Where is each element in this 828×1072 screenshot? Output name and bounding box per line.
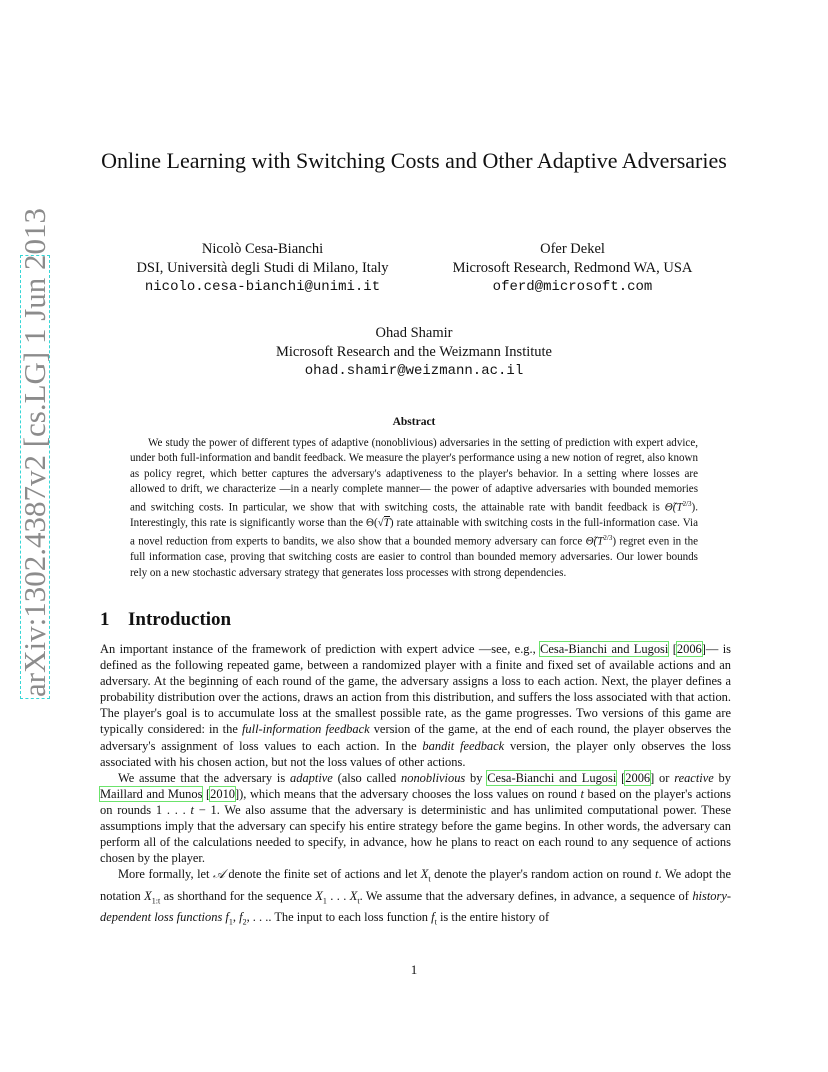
author-affiliation: Microsoft Research, Redmond WA, USA bbox=[452, 260, 693, 276]
paper-title: Online Learning with Switching Costs and Other Adaptive Adversaries bbox=[101, 148, 727, 173]
section-number: 1 bbox=[100, 609, 110, 630]
author-block-2 bbox=[420, 240, 725, 297]
section-heading bbox=[100, 609, 231, 631]
paragraph-2: We assume that the adversary is adaptive (also called nonoblivious by Cesa-Bianchi and Lugosi [2006] or reactive by Maillard and Munos [2010]), which means that the adversary chooses the loss values on round t based on the player's actions on rounds 1 . . . t − 1. We also assume that the adversary is deterministic and has unlimited computational power. These assumptions imply that the adversary can specify his entire strategy before the game begins. In other words, the adversary can perform all of the calculations needed to specify, in advance, how he plans to react on each round to any sequence of actions chosen by the player. bbox=[100, 770, 731, 866]
author-email[interactable]: nicolo.cesa-bianchi@unimi.it bbox=[144, 279, 381, 295]
author-name: Nicolò Cesa-Bianchi bbox=[201, 241, 324, 257]
paragraph-3: More formally, let 𝒜 denote the finite set of actions and let $X_t$ denote the player's random action on round t. We adopt the notation $X_{1:t}$ as shorthand for the sequence $X_1$ . . . $X_t$. We assume that the adversary defines, in advance, a sequence of history-dependent loss functions $f_1$, $f_2$, . . .. The input to each loss function $f_t$ is the entire history of bbox=[100, 867, 732, 927]
citation-link[interactable]: Cesa-Bianchi and Lugosi bbox=[540, 642, 669, 656]
citation-link[interactable]: Maillard and Munos bbox=[100, 786, 203, 801]
abstract-heading: Abstract bbox=[392, 416, 436, 428]
citation-year-link[interactable]: 2010 bbox=[210, 786, 235, 801]
abstract-text: We study the power of different types of adaptive (nonoblivious) adversaries in the setting of prediction with expert advice, under both full-information and bandit feedback. We measure the player's performance using a new notion of regret, also known as policy regret, which better captures the adversary's adaptiveness to the player's behavior. In a setting where losses are allowed to drift, we characterize —in a nearly complete manner— the power of adaptive adversaries with bounded memories and switching costs. In particular, we show that with switching costs, the attainable rate with bandit feedback is $\Thetã(T^{2/3})$. Interestingly, this rate is significantly worse than the Θ(√T) rate attainable with switching costs in the full-information case. Via a novel reduction from experts to bandits, we also show that a bounded memory adversary can force $\Thetã(T^{2/3})$ regret even in the full information case, proving that switching costs are easier to control than bounded memory adversaries. Our lower bounds rely on a new stochastic adversary strategy that generates loss processes with strong dependencies. bbox=[130, 437, 698, 579]
body-text bbox=[100, 641, 731, 931]
citation-link[interactable]: Cesa-Bianchi and Lugosi bbox=[487, 770, 617, 785]
author-affiliation: Microsoft Research and the Weizmann Institute bbox=[276, 344, 552, 360]
author-block-1 bbox=[100, 240, 425, 297]
citation-year-link[interactable]: 2006 bbox=[625, 770, 651, 785]
author-block-3 bbox=[100, 324, 728, 381]
section-title: Introduction bbox=[128, 609, 232, 630]
citation-year-link[interactable]: 2006 bbox=[676, 642, 702, 656]
arxiv-stamp: arXiv:1302.4387v2 [cs.LG] 1 Jun 2013 bbox=[17, 207, 52, 697]
page-number: 1 bbox=[410, 962, 418, 977]
author-name: Ohad Shamir bbox=[375, 325, 453, 341]
author-email[interactable]: ohad.shamir@weizmann.ac.il bbox=[304, 363, 524, 379]
paragraph-1: An important instance of the framework of prediction with expert advice —see, e.g., Cesa-Bianchi and Lugosi [2006]— is defined as the following repeated game, between a randomized player with a finite and fixed set of available actions and an adversary. At the beginning of each round of the game, the adversary assigns a loss to each action. Next, the player defines a probability distribution over the actions, draws an action from this distribution, and suffers the loss associated with that action. The player's goal is to accumulate loss at the smallest possible rate, as the game progresses. Two versions of this game are typically considered: in the full-information feedback version of the game, at the end of each round, the player observes the adversary's assignment of loss values to each action. In the bandit feedback version, the player only observes the loss associated with his chosen action, but not the loss values of other actions. bbox=[100, 642, 731, 769]
author-name: Ofer Dekel bbox=[540, 241, 605, 257]
author-email[interactable]: oferd@microsoft.com bbox=[492, 279, 653, 295]
author-affiliation: DSI, Università degli Studi di Milano, Italy bbox=[136, 260, 389, 276]
